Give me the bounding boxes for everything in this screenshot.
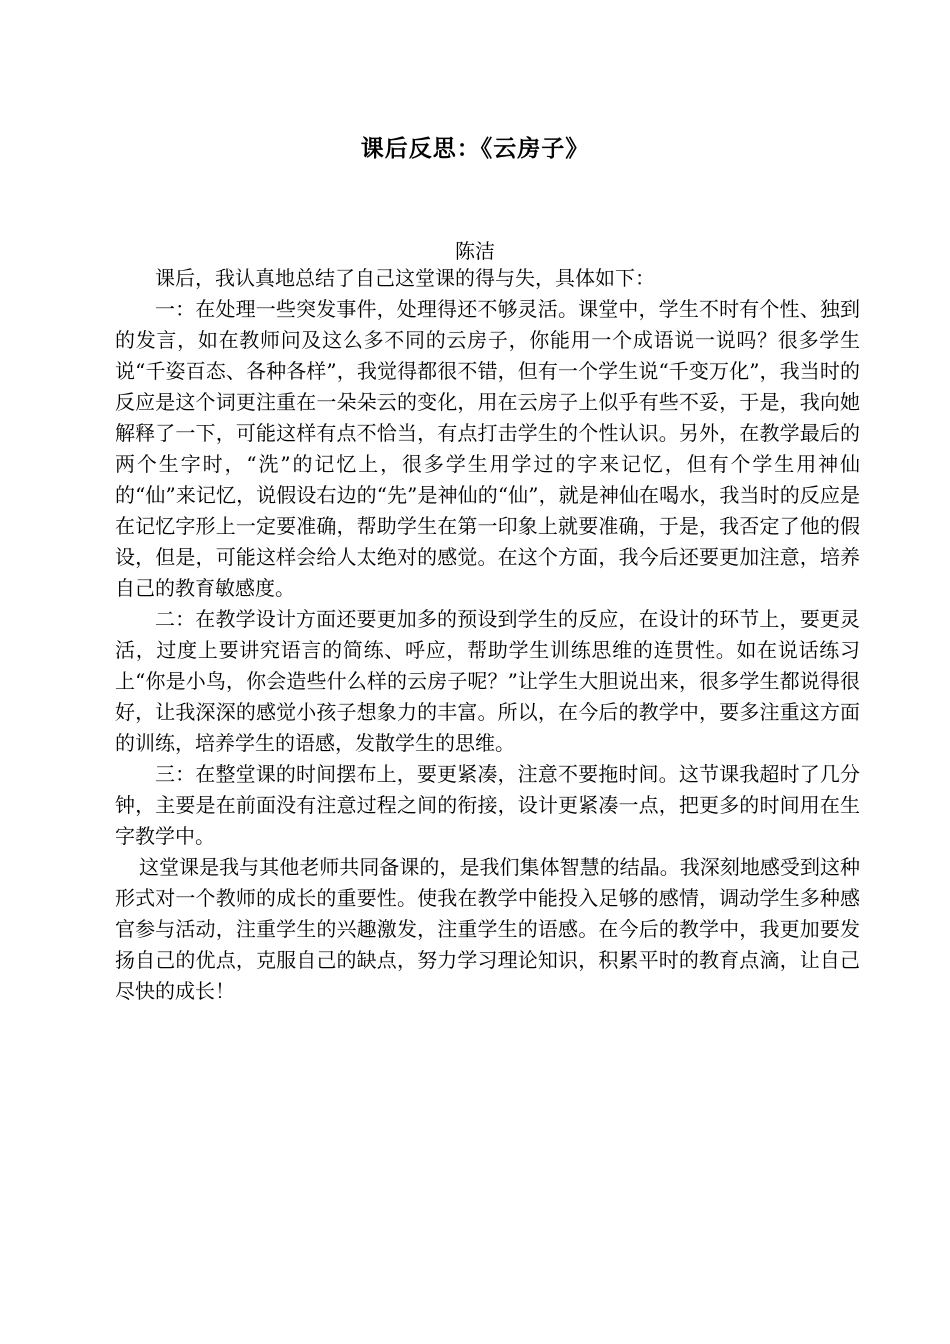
document-title: 课后反思：《云房子》 [360,135,590,162]
closing-paragraph: 这堂课是我与其他老师共同备课的，是我们集体智慧的结晶。我深刻地感受到这种形式对一个教师的成长的重要性。使我在教学中能投入足够的感情，调动学生多种感官参与活动，注重学生的兴趣激发，注重学生的语感。在今后的教学中，我更加要发扬自己的优点，克服自己的缺点，努力学习理论知识，积累平时的教育点滴，让自己尽快的成长！ [115,855,860,1003]
intro-paragraph: 课后，我认真地总结了自己这堂课的得与失，具体如下： [155,266,655,290]
document-body [115,263,860,1007]
paragraph-point-two: 二：在教学设计方面还要更加多的预设到学生的反应，在设计的环节上，要更灵活，过度上要讲究语言的简练、呼应，帮助学生训练思维的连贯性。如在说话练习上“你是小鸟，你会造些什么样的云房子呢？”让学生大胆说出来，很多学生都说得很好，让我深深的感觉小孩子想象力的丰富。所以，在今后的教学中，要多注重这方面的训练，培养学生的语感，发散学生的思维。 [115,607,860,755]
paragraph-point-three: 三：在整堂课的时间摆布上，要更紧凑，注意不要拖时间。这节课我超时了几分钟，主要是在前面没有注意过程之间的衔接，设计更紧凑一点，把更多的时间用在生字教学中。 [115,762,860,848]
paragraph-point-one: 一：在处理一些突发事件，处理得还不够灵活。课堂中，学生不时有个性、独到的发言，如在教师问及这么多不同的云房子，你能用一个成语说一说吗？很多学生说“千姿百态、各种各样”，我觉得都很不错，但有一个学生说“千变万化”，我当时的反应是这个词更注重在一朵朵云的变化，用在云房子上似乎有些不妥，于是，我向她解释了一下，可能这样有点不恰当，有点打击学生的个性认识。另外，在教学最后的两个生字时，“洗”的记忆上，很多学生用学过的字来记忆，但有个学生用神仙的“仙”来记忆，说假设右边的“先”是神仙的“仙”，就是神仙在喝水，我当时的反应是在记忆字形上一定要准确，帮助学生在第一印象上就要准确，于是，我否定了他的假设，但是，可能这样会给人太绝对的感觉。在这个方面，我今后还要更加注意，培养自己的教育敏感度。 [115,297,860,600]
author-name: 陈洁 [455,239,495,263]
